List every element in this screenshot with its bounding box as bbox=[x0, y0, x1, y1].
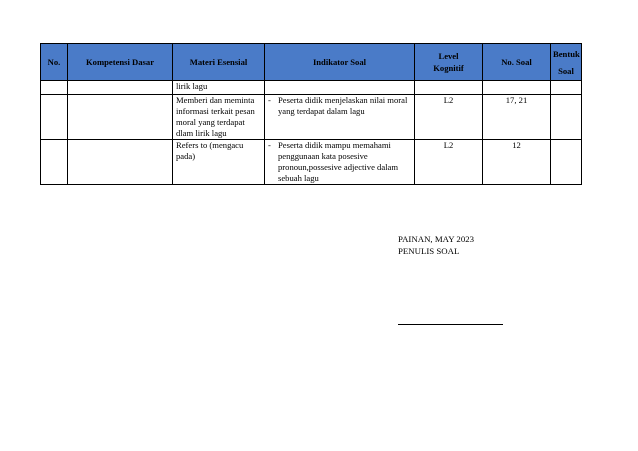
table-row bbox=[41, 140, 582, 185]
header-bentuk-line2: Soal bbox=[558, 65, 574, 76]
header-level-line1: Level bbox=[438, 51, 459, 61]
header-kompetensi-dasar: Kompetensi Dasar bbox=[68, 44, 173, 81]
question-grid-table bbox=[40, 43, 582, 185]
cell-materi: Memberi dan meminta informasi terkait pesan moral yang terdapat dlam lirik lagu bbox=[173, 95, 265, 140]
cell-bentuk bbox=[551, 140, 582, 185]
cell-no bbox=[41, 140, 68, 185]
header-bentuk-line1: Bentuk bbox=[553, 48, 580, 59]
indikator-dash: - bbox=[268, 140, 271, 150]
signature-line bbox=[398, 324, 503, 325]
cell-no-soal: 12 bbox=[483, 140, 551, 185]
cell-indikator bbox=[265, 81, 415, 95]
cell-kompetensi bbox=[68, 81, 173, 95]
header-no: No. bbox=[41, 44, 68, 81]
indikator-text: Peserta didik mampu memahami penggunaan kata posesive pronoun,possesive adjective dalam sebuah lagu bbox=[278, 140, 399, 183]
header-indikator-soal: Indikator Soal bbox=[265, 44, 415, 81]
table-row bbox=[41, 95, 582, 140]
header-level-kognitif bbox=[415, 44, 483, 81]
header-no-soal: No. Soal bbox=[483, 44, 551, 81]
cell-kompetensi bbox=[68, 140, 173, 185]
header-materi-esensial: Materi Esensial bbox=[173, 44, 265, 81]
cell-no bbox=[41, 81, 68, 95]
cell-indikator bbox=[265, 95, 415, 140]
cell-bentuk bbox=[551, 81, 582, 95]
indikator-text: Peserta didik menjelaskan nilai moral yang terdapat dalam lagu bbox=[278, 95, 408, 116]
header-level-line2: Kognitif bbox=[433, 63, 464, 73]
cell-materi: lirik lagu bbox=[173, 81, 265, 95]
cell-kompetensi bbox=[68, 95, 173, 140]
header-bentuk-soal bbox=[551, 44, 582, 81]
cell-indikator bbox=[265, 140, 415, 185]
cell-no-soal bbox=[483, 81, 551, 95]
cell-no bbox=[41, 95, 68, 140]
cell-bentuk bbox=[551, 95, 582, 140]
table-row bbox=[41, 81, 582, 95]
signature-block bbox=[398, 233, 474, 257]
table-header-row bbox=[41, 44, 582, 81]
indikator-dash: - bbox=[268, 95, 271, 105]
cell-level: L2 bbox=[415, 140, 483, 185]
signature-place-date: PAINAN, MAY 2023 bbox=[398, 234, 475, 244]
cell-no-soal: 17, 21 bbox=[483, 95, 551, 140]
cell-materi: Refers to (mengacu pada) bbox=[173, 140, 265, 185]
signature-role: PENULIS SOAL bbox=[398, 246, 460, 256]
cell-level bbox=[415, 81, 483, 95]
cell-level: L2 bbox=[415, 95, 483, 140]
